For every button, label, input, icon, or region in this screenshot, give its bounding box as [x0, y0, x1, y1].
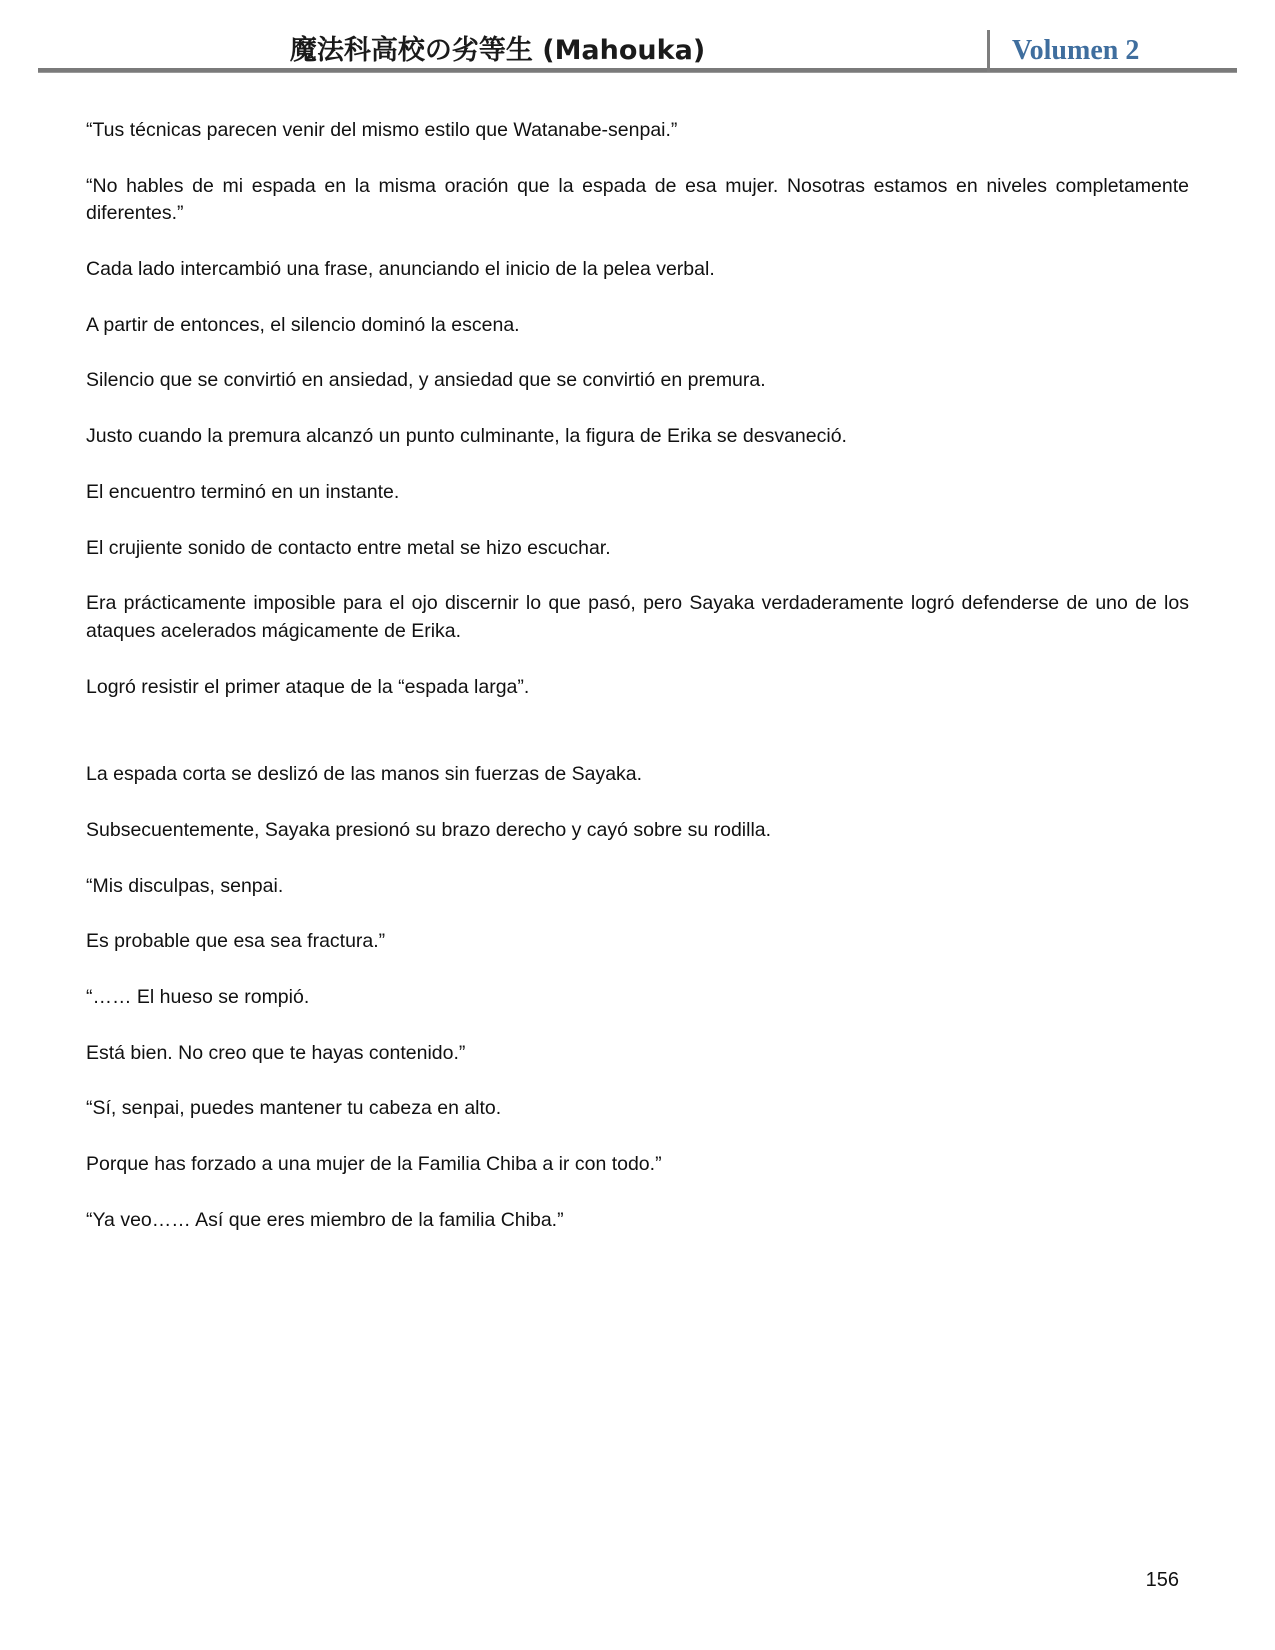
paragraph: “Tus técnicas parecen venir del mismo estilo que Watanabe-senpai.”: [86, 119, 678, 141]
page-title: 魔法科高校の劣等生 (Mahouka): [289, 35, 706, 66]
paragraph: El crujiente sonido de contacto entre metal se hizo escuchar.: [86, 536, 611, 559]
paragraph: “Mis disculpas, senpai.: [86, 874, 284, 897]
page-header: [38, 0, 1237, 66]
paragraph: “…… El hueso se rompió.: [86, 986, 310, 1008]
paragraph: La espada corta se deslizó de las manos sin fuerzas de Sayaka.: [86, 763, 643, 786]
paragraph: Es probable que esa sea fractura.”: [86, 930, 386, 953]
paragraph: Porque has forzado a una mujer de la Familia Chiba a ir con todo.”: [86, 1153, 662, 1176]
paragraph: Justo cuando la premura alcanzó un punto culminante, la figura de Erika se desvaneció.: [86, 425, 847, 448]
header-title-container: [38, 28, 987, 67]
document-body: [0, 73, 1275, 1234]
paragraph: “No hables de mi espada en la misma oración que la espada de esa mujer. Nosotras estamos en niveles completamente diferentes.”: [86, 174, 1189, 225]
paragraph: “Ya veo…… Así que eres miembro de la familia Chiba.”: [86, 1208, 564, 1231]
paragraph: Subsecuentemente, Sayaka presionó su brazo derecho y cayó sobre su rodilla.: [86, 818, 772, 841]
volume-label: Volumen 2: [1012, 35, 1140, 66]
header-vertical-divider: [987, 30, 990, 72]
paragraph: A partir de entonces, el silencio dominó la escena.: [86, 313, 520, 336]
header-volume-container: [987, 28, 1237, 72]
paragraph: “Sí, senpai, puedes mantener tu cabeza en alto.: [86, 1097, 502, 1120]
paragraph: Logró resistir el primer ataque de la “espada larga”.: [86, 675, 530, 698]
paragraph: Cada lado intercambió una frase, anunciando el inicio de la pelea verbal.: [86, 258, 715, 281]
paragraph: Era prácticamente imposible para el ojo discernir lo que pasó, pero Sayaka verdaderamente logró defenderse de uno de los ataques acelerados mágicamente de Erika.: [86, 592, 1189, 642]
page-number: 156: [1145, 1569, 1179, 1591]
page-footer: [0, 1569, 1275, 1592]
paragraph: El encuentro terminó en un instante.: [86, 480, 400, 503]
paragraph: Silencio que se convirtió en ansiedad, y ansiedad que se convirtió en premura.: [86, 369, 766, 392]
paragraph: Está bien. No creo que te hayas contenido.”: [86, 1041, 466, 1064]
